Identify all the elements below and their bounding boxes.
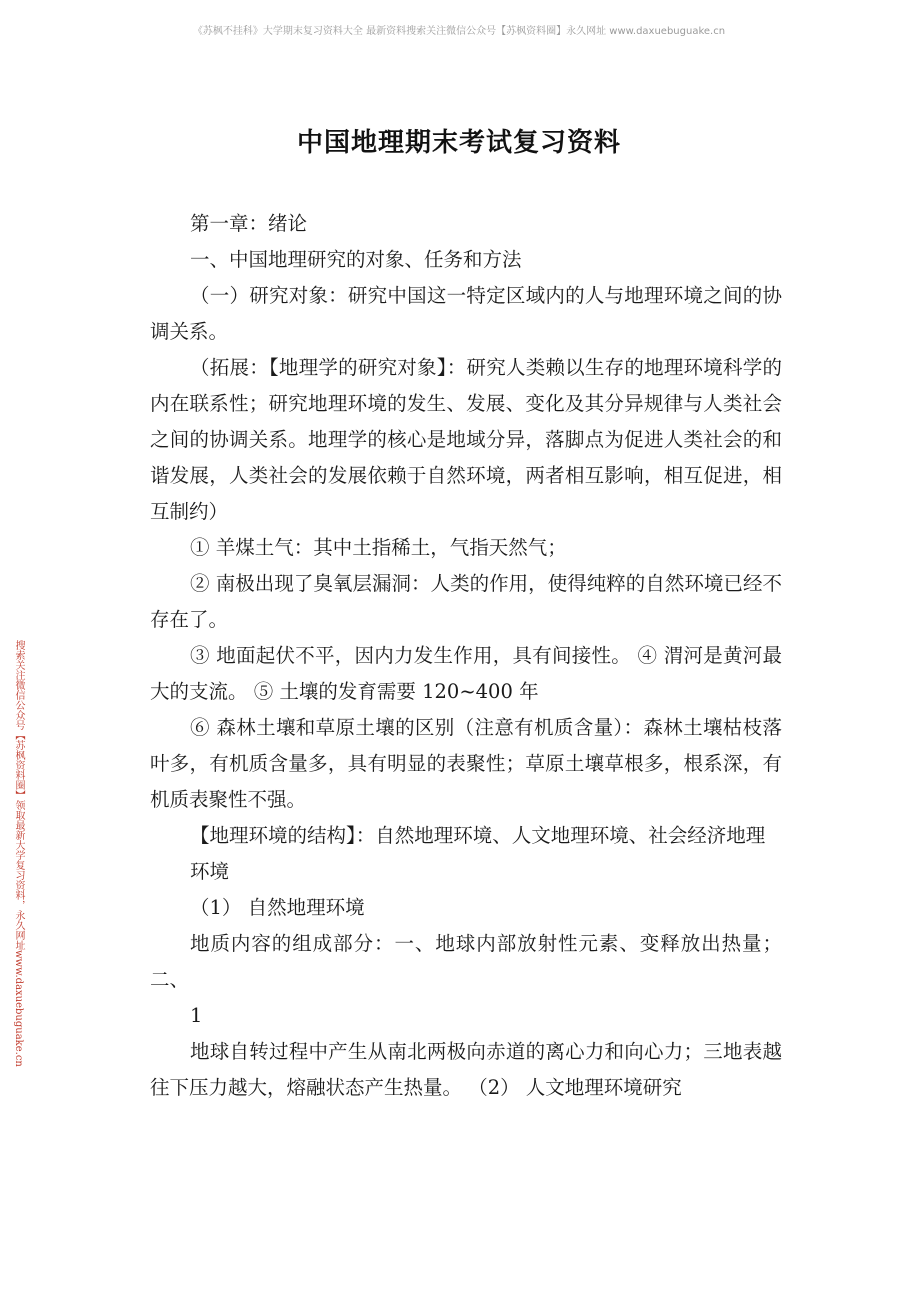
paragraph-extension: （拓展：【地理学的研究对象】：研究人类赖以生存的地理环境科学的内在联系性；研究地理环境的发生、发展、变化及其分异规律与人类社会之间的协调关系。地理学的核心是地域分异，落脚点为促进人类社会的和谐发展，人类社会的发展依赖于自然环境，两者相互影响，相互促进，相互制约） <box>150 356 782 523</box>
list-item-3-5: ③ 地面起伏不平，因内力发生作用，具有间接性。 ④ 渭河是黄河最大的支流。 ⑤ 土壤的发育需要 120~400 年 <box>150 644 782 703</box>
paragraph-structure: 【地理环境的结构】：自然地理环境、人文地理环境、社会经济地理 <box>190 824 766 847</box>
paragraph-earth-rotation: 地球自转过程中产生从南北两极向赤道的离心力和向心力；三地表越往下压力越大，熔融状态产生热量。 （2） 人文地理环境研究 <box>150 1040 782 1099</box>
section-heading: 一、中国地理研究的对象、任务和方法 <box>190 248 522 271</box>
list-item-2: ② 南极出现了臭氧层漏洞：人类的作用，使得纯粹的自然环境已经不存在了。 <box>150 572 782 631</box>
document-body <box>150 206 782 1106</box>
subheading-natural-environment: （1） 自然地理环境 <box>190 896 365 919</box>
list-item-1: ① 羊煤土气：其中土指稀土，气指天然气； <box>190 536 567 559</box>
header-watermark: 《苏枫不挂科》大学期末复习资料大全 最新资料搜索关注微信公众号【苏枫资料圈】永久网址 www.daxuebuguake.cn <box>192 26 726 37</box>
paragraph-research-object: （一）研究对象：研究中国这一特定区域内的人与地理环境之间的协调关系。 <box>150 284 782 343</box>
chapter-heading: 第一章：绪论 <box>190 212 308 235</box>
side-watermark: 搜索关注微信公众号【苏枫资料圈】领取最新大学复习资料，永久网址www.daxuebuguake.cn <box>13 640 24 1067</box>
list-item-6: ⑥ 森林土壤和草原土壤的区别（注意有机质含量）：森林土壤枯枝落叶多，有机质含量多，具有明显的表聚性；草原土壤草根多，根系深，有机质表聚性不强。 <box>150 716 782 811</box>
page-number: 1 <box>190 1004 203 1027</box>
paragraph-environment: 环境 <box>190 860 230 883</box>
paragraph-geology: 地质内容的组成部分：一、地球内部放射性元素、变释放出热量；二、 <box>150 932 782 991</box>
document-title: 中国地理期末考试复习资料 <box>296 128 621 158</box>
